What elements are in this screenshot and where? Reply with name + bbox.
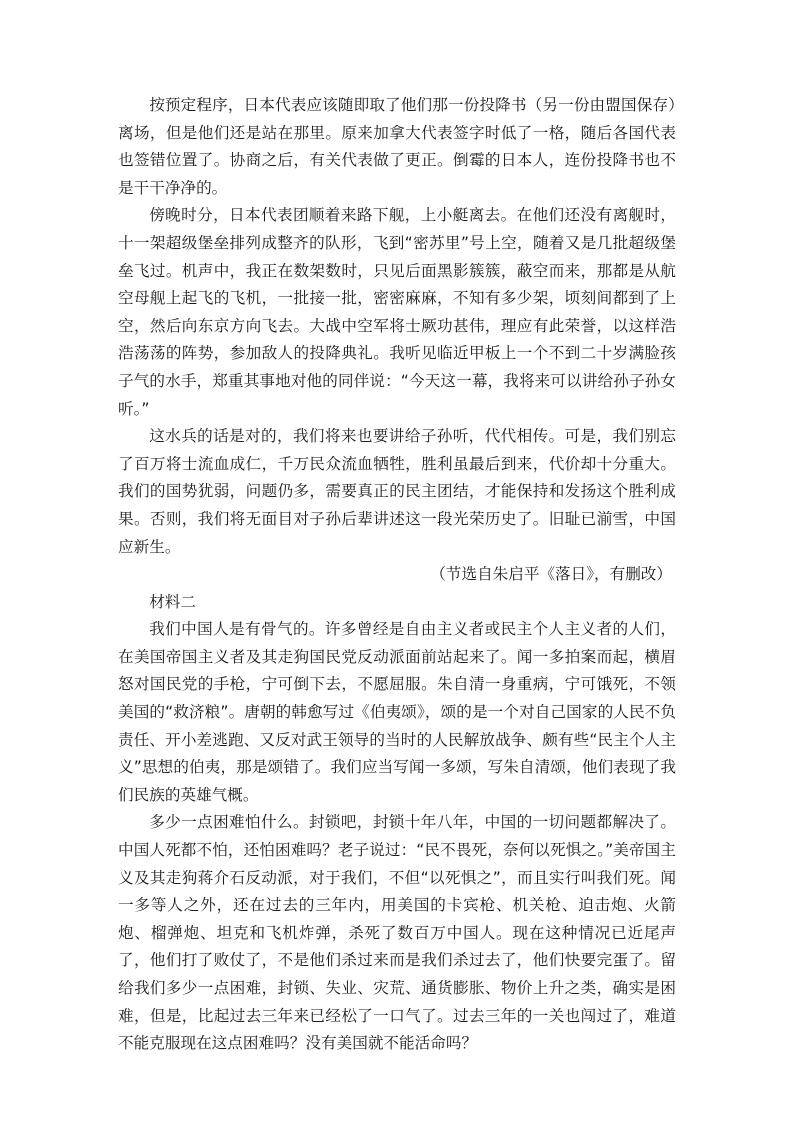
paragraph-1: 按预定程序，日本代表应该随即取了他们那一份投降书（另一份由盟国保存）离场，但是他们还是站在那里。原来加拿大代表签字时低了一格，随后各国代表也签错位置了。协商之后，有关代表做了更正。倒霉的日本人，连份投降书也不是干干净净的。 (118, 96, 676, 197)
paragraph-3: 这水兵的话是对的，我们将来也要讲给子孙听，代代相传。可是，我们别忘了百万将士流血成仁，千万民众流血牺牲，胜利虽最后到来，代价却十分重大。我们的国势犹弱，问题仍多，需要真正的民主团结，才能保持和发扬这个胜利成果。否则，我们将无面目对子孙后辈讲述这一段光荣历史了。旧耻已湔雪，中国应新生。 (118, 427, 676, 556)
paragraph-2: 傍晚时分，日本代表团顺着来路下舰，上小艇离去。在他们还没有离舰时，十一架超级堡垒排列成整齐的队形，飞到“密苏里”号上空，随着又是几批超级堡垒飞过。机声中，我正在数架数时，只见后面黑影簇簇，蔽空而来，那都是从航空母舰上起飞的飞机，一批接一批，密密麻麻，不知有多少架，顷刻间都到了上空，然后向东京方向飞去。大战中空军将士厥功甚伟，理应有此荣誉，以这样浩浩荡荡的阵势，参加敌人的投降典礼。我听见临近甲板上一个不到二十岁满脸孩子气的水手，郑重其事地对他的同伴说：“今天这一幕，我将来可以讲给孙子孙女听。” (118, 206, 676, 418)
paragraph-5: 多少一点困难怕什么。封锁吧，封锁十年八年，中国的一切问题都解决了。中国人死都不怕，还怕困难吗？老子说过：“民不畏死，奈何以死惧之。”美帝国主义及其走狗蒋介石反动派，对于我们，不但“以死惧之”，而且实行叫我们死。闻一多等人之外，还在过去的三年内，用美国的卡宾枪、机关枪、迫击炮、火箭炮、榴弹炮、坦克和飞机炸弹，杀死了数百万中国人。现在这种情况已近尾声了，他们打了败仗了，不是他们杀过来而是我们杀过去了，他们快要完蛋了。留给我们多少一点困难，封锁、失业、灾荒、通货膨胀、物价上升之类，确实是困难，但是，比起过去三年来已经松了一口气了。过去三年的一关也闯过了，难道不能克服现在这点困难吗？没有美国就不能活命吗？ (118, 813, 676, 1053)
document-body (118, 92, 676, 1058)
paragraph-4: 我们中国人是有骨气的。许多曾经是自由主义者或民主个人主义者的人们，在美国帝国主义者及其走狗国民党反动派面前站起来了。闻一多拍案而起，横眉怒对国民党的手枪，宁可倒下去，不愿屈服。朱自清一身重病，宁可饿死，不领美国的“救济粮”。唐朝的韩愈写过《伯夷颂》，颂的是一个对自己国家的人民不负责任、开小差逃跑、又反对武王领导的当时的人民解放战争、颇有些“民主个人主义”思想的伯夷，那是颂错了。我们应当写闻一多颂，写朱自清颂，他们表现了我们民族的英雄气概。 (118, 620, 676, 804)
source-citation: （节选自朱启平《落日》，有删改） (430, 565, 672, 584)
section-heading-material-2: 材料二 (149, 592, 196, 611)
